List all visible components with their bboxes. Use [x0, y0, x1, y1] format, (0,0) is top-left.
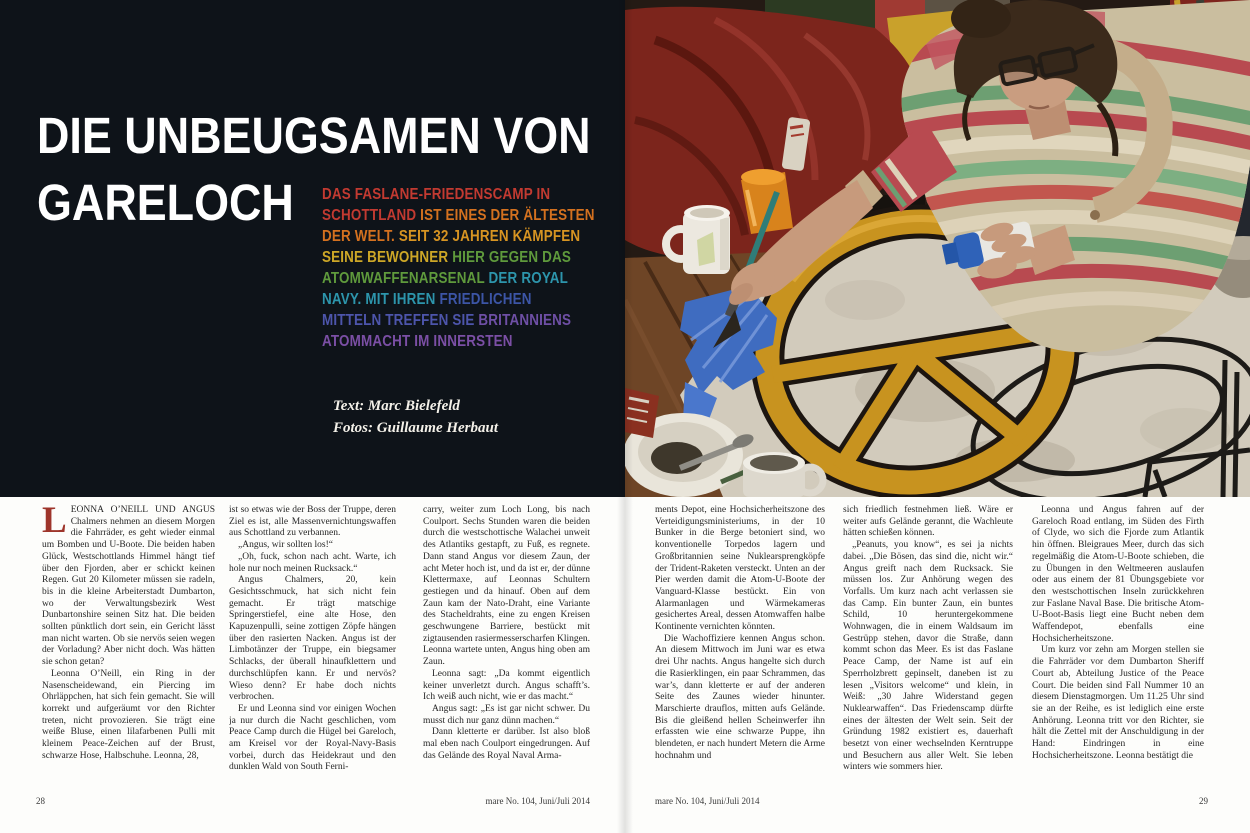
paragraph: Angus Chalmers, 20, kein Gesichtsschmuck, hat sich nicht fein gemacht. Er trägt matschige Springerstiefel, eine alte Hose, den Kapuzenpulli, seine zottigen Zöpfe hängen über den rasierten Nacken. Angus ist der Limbotänzer der Truppe, ein biegsamer Schlacks, der überall hinaufklettern und durchschlüpfen kann. Er und nervös? Wieso denn? Er habe doch nichts verbrochen. [229, 575, 396, 703]
paragraph: „Angus, wir sollten los!“ [238, 540, 333, 551]
byline [333, 395, 498, 439]
page-number-left: 28 [36, 796, 45, 806]
drop-cap: L [42, 505, 67, 541]
text-column-right-1 [655, 505, 825, 797]
text-column-left-3 [423, 505, 590, 797]
headline-panel [0, 0, 625, 497]
page-number-right: 29 [1199, 796, 1208, 806]
paragraph: ments Depot, eine Hochsicherheitszone des Verteidigungsministeriums, in der 10 Bunker in die Berge betoniert sind, wo konventionelle Torpedos lagern und Großbritannien seine Nuklearsprengköpfe der Trident-Raketen versteckt. Unten an der Pier werden damit die Atom-U-Boote der Vanguard-Klasse bestückt. Ein von Alarmanlagen und Wärmekameras gesichertes Areal, dessen Atomwaffen halbe Kontinente vernichten könnten. [655, 505, 825, 633]
page-title-line-1: DIE UNBEUGSAMEN VON [37, 107, 591, 164]
paragraph: ist so etwas wie der Boss der Truppe, deren Ziel es ist, alle Massenvernichtungswaffen aus Schottland zu verbannen. [229, 505, 396, 539]
standfirst-line: DAS FASLANE-FRIEDENSCAMP IN [322, 186, 551, 203]
paragraph: Leonna und Angus fahren auf der Gareloch Road entlang, im Süden des Firth of Clyde, wo sich die Fjorde zum Atlantik hin öffnen. Bleigraues Meer, durch das sich regelmäßig die Atom-U-Boote schieben, die zu Übungen in den Weltmeeren auslaufen oder aus einem der 81 Übungsgebiete vor den westschottischen Inseln zurückkehren zur Faslane Naval Base. Die britische Atom-U-Boot-Basis liegt eine Bucht neben dem Waffendepot, ebenfalls eine Hochsicherheitszone. [1032, 505, 1204, 644]
text-column-left-1 [42, 505, 215, 797]
text-column-right-2 [843, 505, 1013, 797]
paragraph: Um kurz vor zehn am Morgen stellen sie die Fahrräder vor dem Dumbarton Sheriff Court ab, Abteilung Justice of the Peace Court. Die beiden sind Fall Nummer 10 an diesem Dienstagmorgen. Um 11.25 Uhr sind sie an der Reihe, es ist lediglich eine erste Anhörung. Leonna tritt vor den Richter, sie hält die Zettel mit der Anschuldigung in der Hand: Eindringen in eine Hochsicherheitszone. Leonna bestätigt die [1032, 645, 1204, 761]
article-photo [625, 0, 1250, 497]
text-column-right-3 [1032, 505, 1204, 797]
byline-photographer: Fotos: Guillaume Herbaut [333, 420, 499, 436]
standfirst-line: SEINE BEWOHNER HIER GEGEN DAS [322, 249, 572, 266]
issue-footer-left: mare No. 104, Juni/Juli 2014 [485, 796, 590, 806]
paragraph: „Oh, fuck, schon nach acht. Warte, ich hole nur noch meinen Rucksack.“ [229, 551, 396, 574]
photo-red-box [625, 388, 659, 438]
paragraph: „Peanuts, you know“, es sei ja nichts dabei. „Die Bösen, das sind die, nicht wir.“ Angus greift nach dem Rucksack. Sie müssen los. Zur Anhörung wegen des Vorfalls. Um kurz nach acht verlassen sie das Camp. Ein bunter Zaun, ein buntes Schild, 10 heruntergekommene Wohnwagen, die in einem Waldsaum im Gestrüpp stehen, davor die Straße, dann kommt schon das Meer. Es ist das Faslane Peace Camp, der Name ist auf ein Sperrholzbrett gepinselt, daneben ist zu lesen „Visitors welcome“ und klein, in Weiß: „30 Jahre Widerstand gegen Nuklearwaffen“. Das Friedenscamp dürfte eines der ältesten der Welt sein. Seit der Gründung 1982 existiert es, dauerhaft besetzt von einer wechselnden Kerntruppe und Besuchern aus aller Welt. Sie leben winters wie sommers hier. [843, 540, 1013, 773]
standfirst-line: ATOMWAFFENARSENAL DER ROYAL [322, 270, 568, 287]
photo-illustration [625, 0, 1250, 497]
page-title-line-2: GARELOCH [37, 174, 294, 231]
standfirst-line: NAVY. MIT IHREN FRIEDLICHEN [322, 291, 532, 308]
standfirst-line: SCHOTTLAND IST EINES DER ÄLTESTEN [322, 207, 595, 224]
text-column-left-2 [229, 505, 396, 797]
paragraph: carry, weiter zum Loch Long, bis nach Coulport. Sechs Stunden waren die beiden durch die westschottische Walachei unweit des Atlantiks gestapft, zu Fuß, es regnete. Dann stand Angus vor diesem Zaun, der acht Meter hoch ist, und da ist er, der dünne Klettermaxe, auf Leonnas Schultern gestiegen und da hinauf. Oben auf dem Zaun kam der Nato-Draht, eine Variante des Stacheldrahts, eine zu engen Kreisen geschwungene Barriere, bestückt mit zigtausenden rasiermesserscharfen Klingen. Leonna wartete unten, Angus hing oben am Zaun. [423, 505, 590, 668]
paragraph: Angus sagt: „Es ist gar nicht schwer. Du musst dich nur ganz dünn machen.“ [423, 703, 590, 726]
standfirst [322, 184, 602, 352]
issue-footer-right: mare No. 104, Juni/Juli 2014 [655, 796, 760, 806]
paragraph: Leonna sagt: „Da kommt eigentlich keiner unverletzt durch. Angus schafft’s. Ich weiß auch nicht, wie er das macht.“ [423, 668, 590, 703]
paragraph: sich friedlich festnehmen ließ. Wäre er weiter aufs Gelände gerannt, die Wachleute hätten schießen können. [843, 505, 1013, 539]
standfirst-line: DER WELT. SEIT 32 JAHREN KÄMPFEN [322, 228, 581, 245]
paragraph: Er und Leonna sind vor einigen Wochen ja nur durch die Nacht geschlichen, vom Peace Camp durch die Hügel bei Gareloch, am Kreisel vor der Royal-Navy-Basis vorbei, durch das Heidekraut und den dunklen Wald von South Ferni- [229, 703, 396, 773]
paragraph: Die Wachoffiziere kennen Angus schon. An diesem Mittwoch im Juni war es etwa drei Uhr nachts. Angus hangelte sich durch die Rasierklingen, ein paar Schrammen, das war’s, dann kletterte er auf der anderen Seite des Zaunes wieder hinunter. Marschierte drauflos, mitten aufs Gelände. Bis die gleißend hellen Scheinwerfer ihn erfassten wie eine schwarze Puppe, ihn blendeten, er nach hundert Metern die Arme hochnahm und [655, 633, 825, 761]
paragraph: LEONNA O’NEILL UND ANGUS Chalmers nehmen an diesem Morgen die Fahrräder, es geht wieder einmal um Bomben und U-Boote. Die beiden haben Glück, Westschottlands Himmel hängt tief über den Fjorden, aber er schickt keinen Regen. Gut 20 Kilometer müssen sie radeln, bis in die kleine Arbeiterstadt Dumbarton, wo der Verwaltungsbezirk West Dunbartonshire seinen Sitz hat. Die beiden sollten pünktlich dort sein, ein Gericht lässt man nicht warten. Ob sie nervös seien wegen der Vorladung? Aber nicht doch. Was hätten sie schon getan? [42, 505, 215, 668]
paragraph: Leonna O’Neill, ein Ring in der Nasenscheidewand, ein Piercing im Ohrläppchen, hat sich fein gemacht. Sie will korrekt und aufgeräumt vor den Richter treten, nicht provozieren. Sie trägt eine weiße Bluse, einen lilafarbenen Pulli mit kleinem Peace-Zeichen auf der Brust, schwarze Hose, Halbschuhe. Leonna, 28, [42, 668, 215, 761]
paragraph: Dann kletterte er darüber. Ist also bloß mal eben nach Coulport eingedrungen. Auf das Gelände des Royal Naval Arma- [423, 727, 590, 761]
standfirst-line: ATOMMACHT IM INNERSTEN [322, 333, 513, 350]
byline-author: Text: Marc Bielefeld [333, 398, 460, 414]
standfirst-line: MITTELN TREFFEN SIE BRITANNIENS [322, 312, 572, 329]
